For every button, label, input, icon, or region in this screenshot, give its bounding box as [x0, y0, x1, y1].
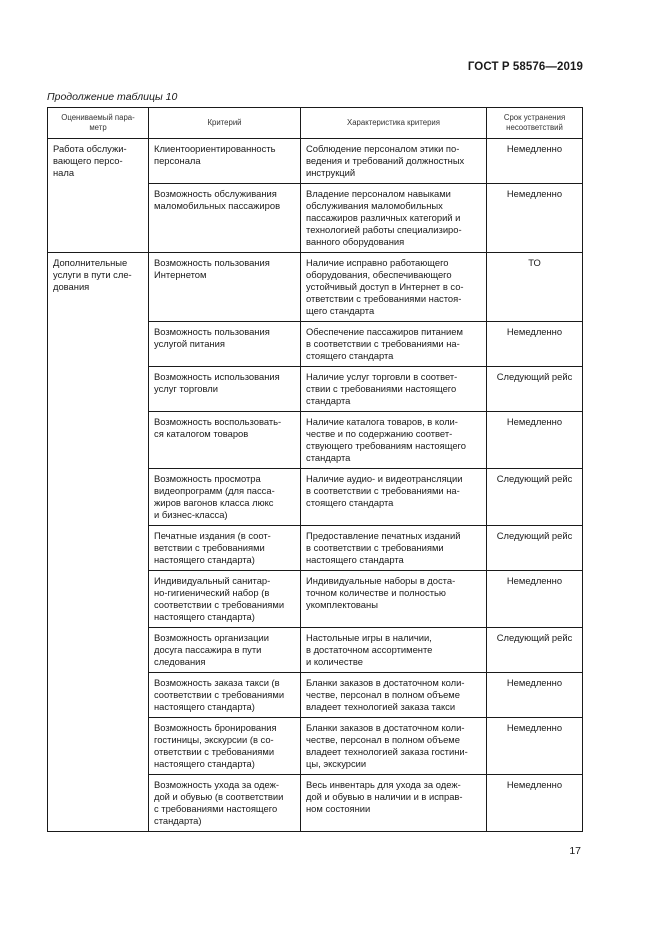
criterion-cell: Возможность организации досуга пассажира в пути следования [149, 628, 301, 673]
criteria-table [47, 107, 583, 832]
deadline-cell: Следующий рейс [487, 367, 583, 412]
deadline-cell: Немедленно [487, 139, 583, 184]
characteristic-cell: Бланки заказов в достаточном коли- честве, персонал в полном объеме владеет технологией заказа гостини- цы, экскурсии [301, 718, 487, 775]
deadline-cell: Следующий рейс [487, 526, 583, 571]
deadline-cell: Следующий рейс [487, 628, 583, 673]
table-caption: Продолжение таблицы 10 [47, 91, 178, 103]
deadline-cell: Немедленно [487, 571, 583, 628]
criterion-cell: Возможность воспользовать- ся каталогом товаров [149, 412, 301, 469]
criterion-cell: Индивидуальный санитар- но-гигиенический набор (в соответствии с требованиями настоящего стандарта) [149, 571, 301, 628]
deadline-cell: Немедленно [487, 412, 583, 469]
deadline-cell: Немедленно [487, 775, 583, 832]
characteristic-cell: Весь инвентарь для ухода за одеж- дой и обувью в наличии и в исправ- ном состоянии [301, 775, 487, 832]
criterion-cell: Возможность ухода за одеж- дой и обувью (в соответствии с требованиями настоящего стандарта) [149, 775, 301, 832]
column-header-deadline: Срок устранения несоответствий [487, 108, 583, 139]
criterion-cell: Возможность использования услуг торговли [149, 367, 301, 412]
criterion-cell: Возможность пользования Интернетом [149, 253, 301, 322]
characteristic-cell: Наличие каталога товаров, в коли- честве и по содержанию соответ- ствующего требованиям настоящего стандарта [301, 412, 487, 469]
characteristic-cell: Наличие аудио- и видеотрансляции в соответствии с требованиями на- стоящего стандарта [301, 469, 487, 526]
characteristic-cell: Предоставление печатных изданий в соответствии с требованиями настоящего стандарта [301, 526, 487, 571]
criterion-cell: Печатные издания (в соот- ветствии с требованиями настоящего стандарта) [149, 526, 301, 571]
characteristic-cell: Обеспечение пассажиров питанием в соответствии с требованиями на- стоящего стандарта [301, 322, 487, 367]
column-header-criterion: Критерий [149, 108, 301, 139]
characteristic-cell: Бланки заказов в достаточном коли- честве, персонал в полном объеме владеет технологией заказа такси [301, 673, 487, 718]
deadline-cell: Немедленно [487, 322, 583, 367]
characteristic-cell: Настольные игры в наличии, в достаточном ассортименте и количестве [301, 628, 487, 673]
table-header [48, 108, 583, 139]
characteristic-cell: Индивидуальные наборы в доста- точном количестве и полностью укомплектованы [301, 571, 487, 628]
table-row [48, 139, 583, 184]
page-number: 17 [569, 845, 581, 857]
deadline-cell: Следующий рейс [487, 469, 583, 526]
parameter-cell: Дополнительные услуги в пути сле- дования [48, 253, 149, 832]
deadline-cell: Немедленно [487, 184, 583, 253]
criterion-cell: Возможность пользования услугой питания [149, 322, 301, 367]
characteristic-cell: Наличие услуг торговли в соответ- ствии с требованиями настоящего стандарта [301, 367, 487, 412]
deadline-cell: ТО [487, 253, 583, 322]
criterion-cell: Клиентоориентированность персонала [149, 139, 301, 184]
deadline-cell: Немедленно [487, 673, 583, 718]
criterion-cell: Возможность заказа такси (в соответствии с требованиями настоящего стандарта) [149, 673, 301, 718]
header-row [48, 108, 583, 139]
characteristic-cell: Наличие исправно работающего оборудования, обеспечивающего устойчивый доступ в Интернет в со- ответствии с требованиями настоя- щего стандарта [301, 253, 487, 322]
table-row [48, 253, 583, 322]
criterion-cell: Возможность бронирования гостиницы, экскурсии (в со- ответствии с требованиями настоящего стандарта) [149, 718, 301, 775]
document-code: ГОСТ Р 58576—2019 [467, 61, 583, 73]
criterion-cell: Возможность обслуживания маломобильных пассажиров [149, 184, 301, 253]
characteristic-cell: Владение персоналом навыками обслуживания маломобильных пассажиров различных категорий и технологией работы специализиро- ванного оборудования [301, 184, 487, 253]
deadline-cell: Немедленно [487, 718, 583, 775]
criterion-cell: Возможность просмотра видеопрограмм (для пасса- жиров вагонов класса люкс и бизнес-класса) [149, 469, 301, 526]
column-header-characteristic: Характеристика критерия [301, 108, 487, 139]
table-body [48, 139, 583, 832]
characteristic-cell: Соблюдение персоналом этики по- ведения и требований должностных инструкций [301, 139, 487, 184]
column-header-parameter: Оцениваемый пара- метр [48, 108, 149, 139]
parameter-cell: Работа обслужи- вающего персо- нала [48, 139, 149, 253]
